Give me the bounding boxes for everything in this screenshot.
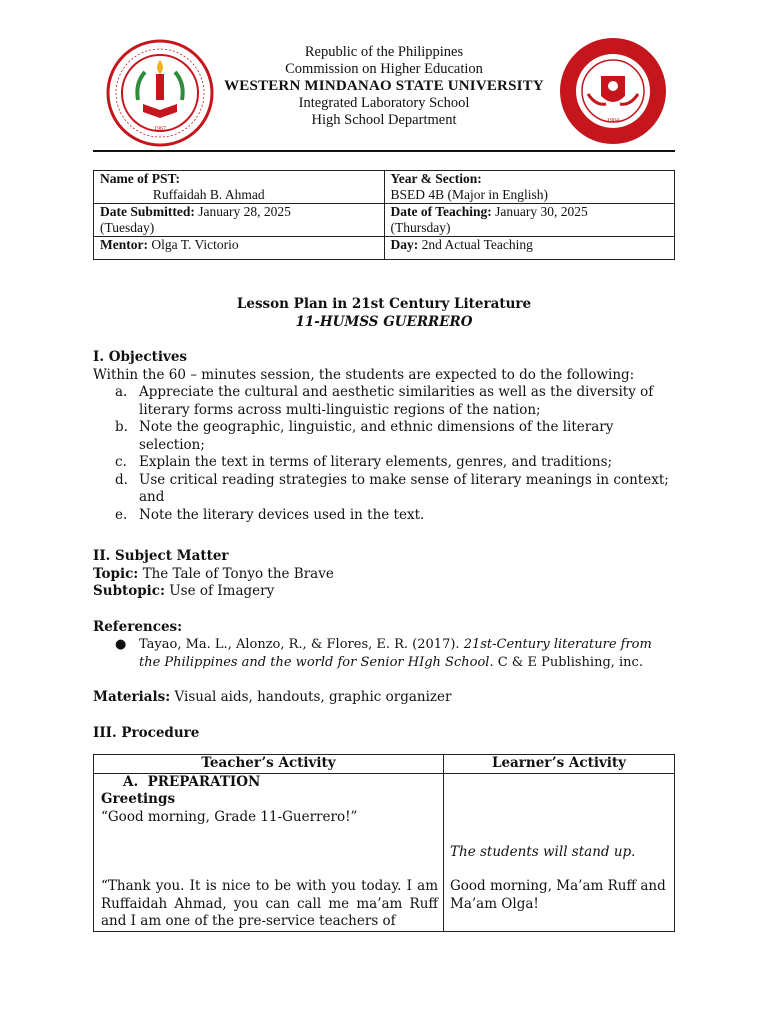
list-text: Note the geographic, linguistic, and ethnic dimensions of the literary selection; <box>139 419 614 453</box>
list-text: Use critical reading strategies to make sense of literary meanings in context; and <box>139 471 669 505</box>
day-label: Day: <box>390 237 419 252</box>
learner-column-header: Learner’s Activity <box>444 755 675 774</box>
reference-title: 21st-Century literature from the Philippines and the world for Senior HIgh School <box>139 637 652 670</box>
part-marker: A. <box>123 773 139 790</box>
subject-heading: II. Subject Matter <box>93 548 229 564</box>
subtopic-value: Use of Imagery <box>165 583 275 599</box>
year-label: Year & Section: <box>390 171 482 186</box>
greetings-heading: Greetings <box>101 791 176 807</box>
bullet-icon: ● <box>115 637 127 652</box>
learner-activity-cell <box>444 773 675 931</box>
list-marker: a. <box>115 384 128 400</box>
teaching-value: January 30, 2025 <box>491 204 588 219</box>
letterhead <box>0 38 768 148</box>
procedure-heading: III. Procedure <box>93 724 200 741</box>
list-text: Appreciate the cultural and aesthetic similarities as well as the diversity of literary forms across multi-linguistic regions of the nation; <box>139 384 654 418</box>
list-marker: d. <box>115 471 128 488</box>
teaching-day: (Thursday) <box>390 220 451 235</box>
reference-publisher: . C & E Publishing, inc. <box>489 654 643 670</box>
submitted-cell <box>94 204 385 237</box>
subtopic-label: Subtopic: <box>93 583 166 599</box>
list-marker: e. <box>115 506 128 523</box>
name-cell <box>94 171 385 204</box>
objectives-list <box>93 384 675 524</box>
materials-label: Materials: <box>93 689 171 705</box>
svg-text:1904: 1904 <box>607 118 619 124</box>
topic-line <box>93 566 675 584</box>
list-marker: c. <box>115 454 127 470</box>
subtopic-line <box>93 583 675 601</box>
mentor-value: Olga T. Victorio <box>147 237 239 252</box>
materials-line <box>93 689 675 707</box>
svg-text:1967: 1967 <box>154 126 166 132</box>
topic-label: Topic: <box>93 565 139 582</box>
lesson-subtitle: 11-HUMSS GUERRERO <box>295 313 473 330</box>
objectives-heading: I. Objectives <box>93 349 188 365</box>
teaching-label: Date of Teaching: <box>390 204 492 219</box>
learner-greeting: Good morning, Ma’am Ruff and Ma’am Olga! <box>450 878 666 912</box>
mentor-cell <box>94 237 385 260</box>
lesson-title: Lesson Plan in 21st Century Literature <box>236 296 532 312</box>
lesson-body <box>93 296 675 742</box>
header-divider <box>93 150 675 152</box>
teacher-column-header: Teacher’s Activity <box>94 755 444 774</box>
reference-authors: Tayao, Ma. L., Alonzo, R., & Flores, E. R. (2017). <box>139 637 464 652</box>
submitted-value: January 28, 2025 <box>194 204 291 219</box>
teaching-cell <box>384 204 675 237</box>
year-cell <box>384 171 675 204</box>
objectives-intro: Within the 60 – minutes session, the students are expected to do the following: <box>93 366 635 383</box>
day-value: 2nd Actual Teaching <box>418 237 533 252</box>
pst-info-table <box>93 170 675 260</box>
procedure-table <box>93 754 675 932</box>
list-item <box>93 419 675 454</box>
list-item <box>93 454 675 472</box>
university-name: WESTERN MINDANAO STATE UNIVERSITY <box>224 78 544 94</box>
teacher-greeting: “Good morning, Grade 11-Guerrero!” <box>101 808 358 825</box>
list-text: Explain the text in terms of literary elements, genres, and traditions; <box>139 454 613 470</box>
name-value: Ruffaidah B. Ahmad <box>152 187 265 202</box>
header-line-4: Integrated Laboratory School <box>298 95 470 111</box>
learner-action: The students will stand up. <box>450 843 636 860</box>
references-heading: References: <box>93 618 183 635</box>
header-line-1: Republic of the Philippines <box>304 44 464 60</box>
topic-value: The Tale of Tonyo the Brave <box>138 565 334 582</box>
submitted-label: Date Submitted: <box>100 204 195 219</box>
list-item <box>93 507 675 525</box>
list-marker: b. <box>115 419 128 435</box>
day-cell <box>384 237 675 260</box>
list-text: Note the literary devices used in the text. <box>139 506 425 523</box>
year-value: BSED 4B (Major in English) <box>390 187 548 202</box>
name-label: Name of PST: <box>100 171 180 186</box>
header-line-2: Commission on Higher Education <box>285 61 483 77</box>
university-seal-icon <box>558 36 668 146</box>
materials-value: Visual aids, handouts, graphic organizer <box>170 689 452 705</box>
mentor-label: Mentor: <box>100 237 148 252</box>
header-line-5: High School Department <box>311 112 457 128</box>
teacher-introduction: “Thank you. It is nice to be with you today. I am Ruffaidah Ahmad, you can call me ma’am Ruff and I am one of the pre-service teachers of <box>101 878 438 929</box>
part-title: PREPARATION <box>147 773 261 790</box>
submitted-day: (Tuesday) <box>100 220 155 235</box>
list-item <box>93 472 675 507</box>
part-heading <box>101 774 438 792</box>
reference-item <box>93 636 675 671</box>
list-item <box>93 384 675 419</box>
teacher-activity-cell <box>94 773 444 931</box>
